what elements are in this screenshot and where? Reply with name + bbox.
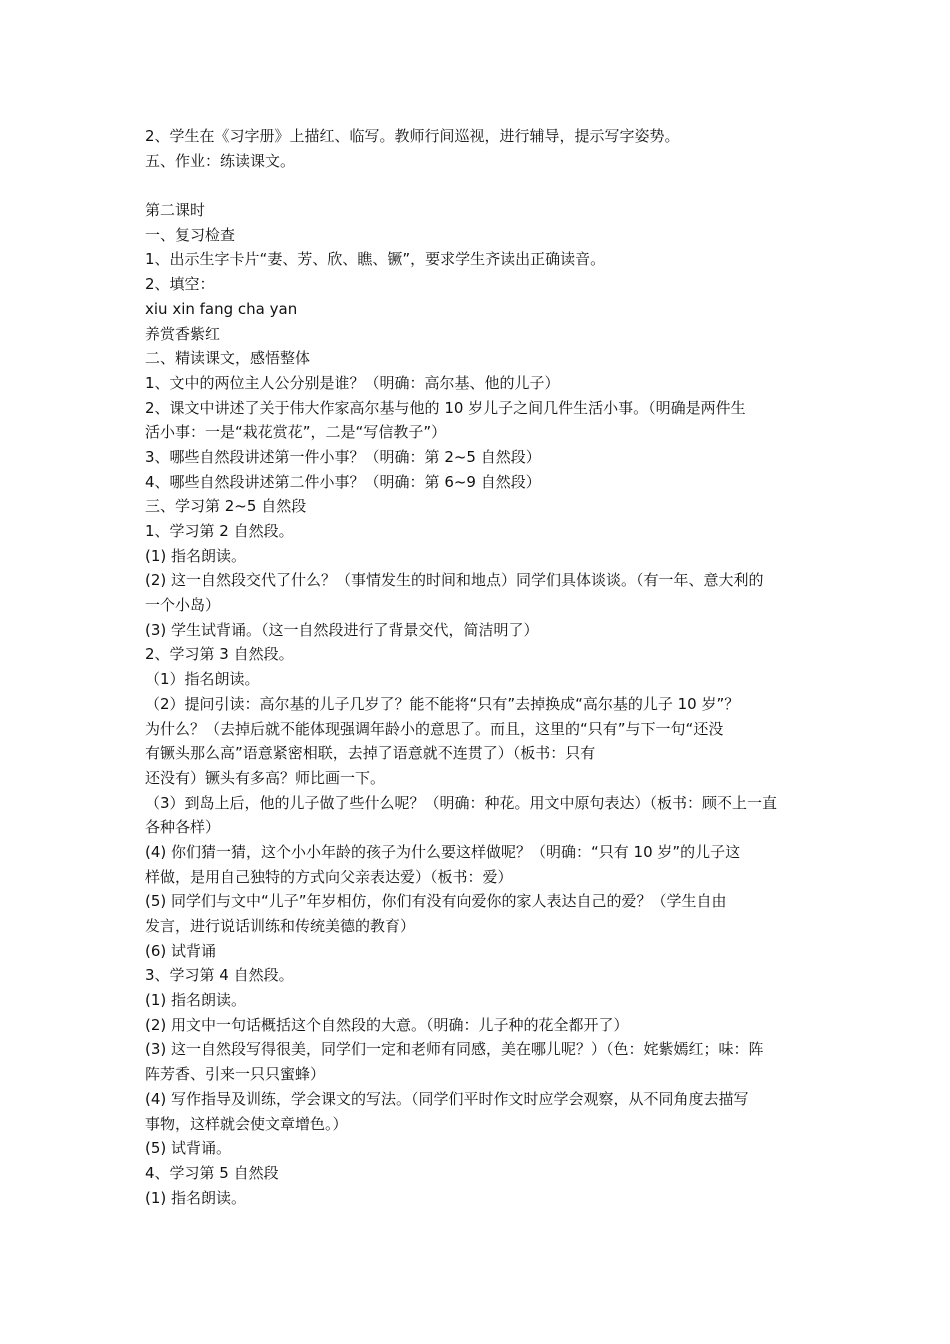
text-line: (3) 学生试背诵。（这一自然段进行了背景交代，简洁明了）: [145, 620, 539, 639]
blank-line: [145, 173, 815, 198]
text-line: (4) 写作指导及训练，学会课文的写法。（同学们平时作文时应学会观察，从不同角度去描写: [145, 1089, 749, 1108]
text-line: 事物，这样就会使文章增色。）: [145, 1114, 348, 1133]
text-line: (5) 同学们与文中“儿子”年岁相仿，你们有没有向爱你的家人表达自己的爱？（学生自由: [145, 892, 727, 911]
text-line: (1) 指名朗读。: [145, 546, 247, 565]
text-line: 发言，进行说话训练和传统美德的教育）: [145, 917, 416, 935]
text-line: 1、学习第 2 自然段。: [145, 522, 294, 540]
text-line: 2、课文中讲述了关于伟大作家高尔基与他的 10 岁儿子之间几件生活小事。（明确是两件生: [145, 398, 746, 417]
text-line: 3、学习第 4 自然段。: [145, 966, 294, 985]
text-line: (2) 用文中一句话概括这个自然段的大意。（明确：儿子种的花全都开了）: [145, 1015, 629, 1034]
text-line: 4、哪些自然段讲述第二件小事？（明确：第 6~9 自然段）: [145, 472, 541, 491]
text-line: (6) 试背诵: [145, 941, 217, 960]
text-line: 2、学生在《习字册》上描红、临写。教师行间巡视，进行辅导，提示写字姿势。: [145, 127, 680, 145]
text-line: 3、哪些自然段讲述第一件小事？（明确：第 2~5 自然段）: [145, 447, 541, 466]
text-line: 还没有）镢头有多高？师比画一下。: [145, 768, 386, 787]
text-line: 养赏香紫红: [145, 324, 221, 343]
text-line: 有镢头那么高”语意紧密相联，去掉了语意就不连贯了）（板书：只有: [145, 744, 596, 763]
text-line: 一、复习检查: [145, 225, 236, 244]
text-line: 样做，是用自己独特的方式向父亲表达爱）（板书：爱）: [145, 867, 513, 886]
text-line: 二、精读课文，感悟整体: [145, 349, 311, 368]
text-line: 一个小岛）: [145, 596, 221, 615]
text-line: (4) 你们猜一猜，这个小小年龄的孩子为什么要这样做呢？（明确：“只有 10 岁”的儿子这: [145, 842, 741, 861]
text-line: 阵芳香、引来一只只蜜蜂）: [145, 1065, 326, 1084]
text-line: 1、文中的两位主人公分别是谁？（明确：高尔基、他的儿子）: [145, 373, 560, 392]
text-line: 为什么？（去掉后就不能体现强调年龄小的意思了。而且，这里的“只有”与下一句“还没: [145, 719, 724, 738]
text-line: 各种各样）: [145, 818, 221, 837]
text-line: (2) 这一自然段交代了什么？（事情发生的时间和地点）同学们具体谈谈。（有一年、意大利的: [145, 571, 764, 590]
text-line: （2）提问引读：高尔基的儿子几岁了？能不能将“只有”去掉换成“高尔基的儿子 10 岁”？: [145, 694, 740, 713]
text-line: 2、学习第 3 自然段。: [145, 645, 294, 664]
text-line: （3）到岛上后，他的儿子做了些什么呢？（明确：种花。用文中原句表达）（板书：顾不上一直: [145, 793, 778, 812]
text-line: xiu xin fang cha yan: [145, 299, 298, 318]
text-line: 第二课时: [145, 201, 206, 220]
text-line: （1）指名朗读。: [145, 670, 260, 689]
text-line: (5) 试背诵。: [145, 1139, 232, 1158]
text-line: 2、填空：: [145, 275, 215, 294]
text-line: (3) 这一自然段写得很美，同学们一定和老师有同感，美在哪儿呢？）（色：姹紫嫣红；味：阵: [145, 1040, 764, 1059]
text-line: 1、出示生字卡片“妻、芳、欣、瞧、镢”，要求学生齐读出正确读音。: [145, 250, 606, 269]
text-line: 三、学习第 2~5 自然段: [145, 497, 307, 516]
text-line: (1) 指名朗读。: [145, 1188, 247, 1207]
text-line: 活小事：一是“栽花赏花”，二是“写信教子”）: [145, 423, 447, 442]
text-line: 五、作业：练读课文。: [145, 151, 296, 170]
document-body: [145, 124, 815, 1210]
text-line: 4、学习第 5 自然段: [145, 1163, 279, 1182]
text-line: (1) 指名朗读。: [145, 991, 247, 1010]
